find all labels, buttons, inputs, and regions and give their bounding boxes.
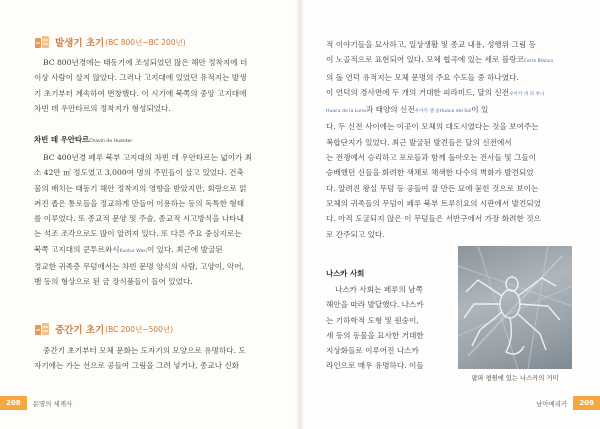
subheading-title: 차빈 데 우안타르 (34, 135, 90, 144)
paragraph-chavin (34, 150, 274, 290)
original-term-superscript: Huaca de la Luna (326, 109, 366, 115)
text-line: 소 42만 ㎡ 정도였고 3,000여 명의 주민들이 살고 있었다. 건축 (34, 168, 244, 178)
text-line: 로 간주되고 있다. (326, 229, 385, 239)
original-term-superscript: Kuntur Wasi (119, 248, 147, 254)
text-line (34, 242, 274, 259)
text-line: 복합단지가 있었다. 최근 발굴된 발견들은 달의 신전에서 (326, 137, 512, 147)
text-fragment: 과 태양의 신전 (365, 105, 415, 115)
original-term-superscript: Cerro Blanco (523, 59, 554, 65)
original-term-superscript: 우아카 델 솔 (414, 109, 440, 115)
pottery-ornament-icon (34, 322, 50, 337)
text-line: 지상화들로 이루어진 나스카 (326, 346, 419, 356)
page-number: 208 (0, 396, 27, 410)
text-line (326, 85, 574, 102)
paragraph-moche-continued (326, 37, 574, 242)
nasca-spider-photo (458, 246, 572, 369)
paragraph-nasca (326, 282, 450, 374)
text-line: BC 800년경에는 태동기에 조성되었던 많은 해안 정착지에 더 (43, 58, 248, 67)
text-line: 의 돌 언덕 유적지는 모체 문명의 주요 수도들 중 하나였다. (326, 72, 519, 82)
book-gutter (296, 0, 304, 429)
subheading-chavin (34, 134, 132, 145)
text-fragment: 이 노골적으로 표현되어 있다. 모체 협곡에 있는 세로 블랑코 (326, 55, 524, 65)
text-line: 적 이야기들을 묘사하고, 일상생활 및 종교 내용, 성행위 그림 등 (326, 40, 536, 49)
text-line: 는 기하학적 도형 및 원숭이, (326, 315, 419, 325)
text-line: 다. 두 신전 사이에는 이곳이 모체의 대도시였다는 것을 보여주는 (326, 122, 539, 132)
paragraph-moche-start (34, 343, 274, 374)
text-line: 새 등의 동물을 묘사한 거대한 (326, 330, 424, 340)
text-line: 해안을 따라 발달했다. 나스카 (326, 300, 424, 310)
pottery-ornament-icon (34, 35, 50, 50)
section-heading-early-formative (34, 33, 186, 51)
text-line: 는 석조 조각으로도 많이 알려져 있다. 또 다른 주요 중심지로는 (34, 229, 242, 239)
nasca-spider-geoglyph-image (458, 246, 572, 369)
text-line: 물의 배치는 태동기 해안 정착지의 영향을 받았지만, 회랑으로 얽 (34, 183, 247, 193)
text-fragment: 북쪽 고지대의 쿤투르와시 (34, 244, 120, 254)
section-title: 중간기 초기 (55, 325, 105, 336)
text-line: 기 초기부터 계속하여 번창했다. 이 시기에 북쪽의 중앙 고지대에 (34, 88, 247, 98)
text-line: 자기에는 가는 선으로 공들여 그림을 그려 넣거나, 종교나 신화 (34, 361, 240, 371)
subheading-original-name: Chavín de Huántar (89, 139, 133, 144)
section-title: 발생기 초기 (55, 38, 105, 49)
text-line: 승배했던 신들을 화려한 색채로 채색한 다수의 벽화가 발견되었 (326, 168, 534, 178)
footer-left (0, 396, 78, 410)
paragraph-early-formative (34, 55, 274, 116)
text-line (326, 102, 574, 119)
photo-caption: 팜파 평원에 있는 나스카의 거미 (471, 375, 559, 382)
text-line: 는 전쟁에서 승리하고 포로들과 함께 돌아오는 전사들 및 그들이 (326, 153, 537, 163)
running-title: 남아메리카 (535, 399, 568, 408)
original-term-superscript: 우아카 데 라 루나 (509, 91, 545, 97)
text-line: 다. 알려진 왕실 무덤 등 공들여 잘 만든 묘에 묻힌 것으로 보이는 (326, 183, 539, 193)
section-period: (BC 800년~BC 200년) (105, 37, 186, 47)
subheading-title: 나스카 사회 (326, 269, 365, 278)
text-line: 이상 사람이 살지 않았다. 그러나 고지대에 있었던 유적지는 발생 (34, 73, 247, 83)
text-fragment: 이 언덕의 경사면에 두 개의 거대한 피라미드, 달의 신전 (326, 87, 510, 97)
page-number: 209 (573, 396, 600, 410)
text-line: 다. 아직 도굴되지 않은 이 무덤들은 서반구에서 가장 화려한 것으 (326, 214, 541, 224)
text-fragment: 이 있 (471, 105, 489, 115)
original-term-superscript: Huaca del Sol (439, 109, 472, 115)
subheading-nasca (326, 268, 364, 279)
text-line (326, 52, 574, 69)
text-line: BC 400년경 페루 북부 고지대의 차빈 데 우안타르는 넓이가 최 (43, 153, 253, 162)
text-line: 정교한 귀족층 무덤에서는 차빈 문명 양식의 사람, 고양이, 악어, (34, 262, 244, 272)
text-line: 켜진 좁은 통로들을 정교하게 만들어 이용하는 등의 독특한 형태 (34, 198, 245, 208)
footer-right (530, 396, 600, 410)
text-line: 모체의 귀족들의 무덤이 페루 북부 트루히요의 시판에서 발견되었 (326, 198, 541, 208)
section-heading-early-intermediate (34, 320, 173, 338)
text-line: 차빈 데 우안타르의 정착지가 형성되었다. (34, 103, 171, 113)
running-title: 문명의 세계사 (32, 399, 73, 408)
section-period: (BC 200년~500년) (105, 324, 174, 334)
text-line: 중간기 초기부터 모체 문화는 도자기의 모양으로 유명하다. 도 (43, 346, 246, 355)
text-line: 를 이루었다. 또 종교적 문양 및 주술, 종교적 시고방식을 나타내 (34, 214, 244, 224)
text-line: 나스카 사회는 페루의 남쪽 (335, 285, 423, 294)
text-fragment: 이 있다. 최근에 발굴된 (146, 244, 223, 254)
text-line: 라인으로 매우 유명하다. 이들 (326, 361, 424, 371)
text-line: 뱀 등의 형상으로 된 금 장식품들이 들어 있었다. (34, 277, 193, 287)
